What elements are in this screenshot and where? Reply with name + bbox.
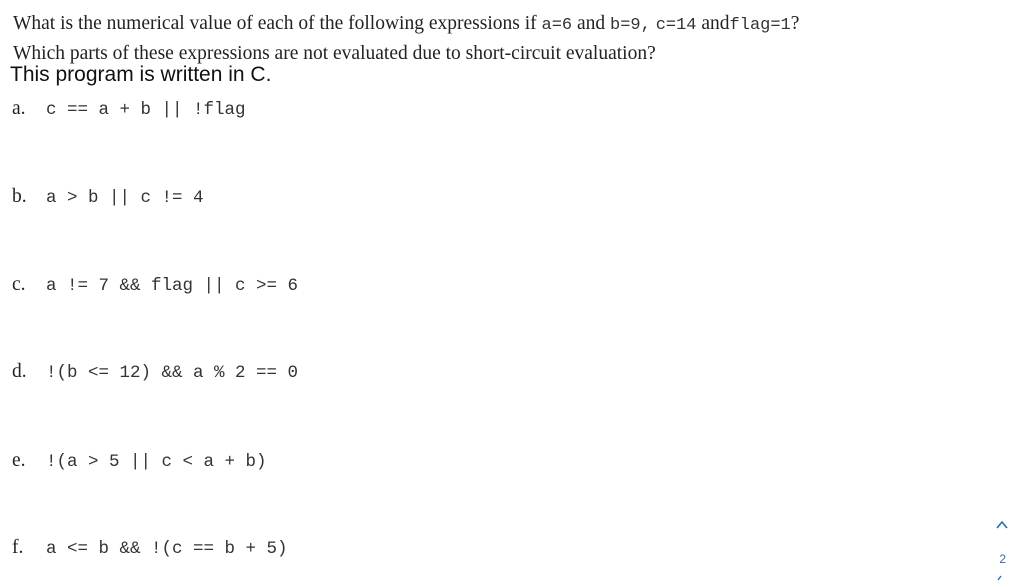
expression-item-b xyxy=(12,186,204,208)
prompt-line1-text: What is the numerical value of each of the following expressions if xyxy=(13,13,537,34)
expression-item-f xyxy=(12,537,288,559)
question-mark: ? xyxy=(790,13,800,34)
and-word-1: and xyxy=(576,13,606,34)
expression-item-e xyxy=(12,450,267,472)
chevron-up-icon[interactable] xyxy=(994,517,1010,533)
item-expression: a != 7 && flag || c >= 6 xyxy=(46,276,299,296)
b-assignment: b=9, xyxy=(610,16,651,35)
page-number: 2 xyxy=(999,552,1006,566)
item-letter: e. xyxy=(12,450,26,471)
expression-item-d xyxy=(12,361,298,383)
item-expression: !(a > 5 || c < a + b) xyxy=(46,452,267,472)
item-expression: a > b || c != 4 xyxy=(46,188,204,208)
expression-item-c xyxy=(12,274,298,296)
item-expression: c == a + b || !flag xyxy=(46,100,246,120)
prompt-line-1 xyxy=(13,10,799,40)
question-prompt xyxy=(13,10,799,68)
chevron-down-icon[interactable] xyxy=(996,569,1006,579)
prompt-line-2: Which parts of these expressions are not evaluated due to short-circuit evaluation? xyxy=(13,43,656,64)
item-expression: a <= b && !(c == b + 5) xyxy=(46,539,288,559)
item-letter: d. xyxy=(12,361,27,382)
item-expression: !(b <= 12) && a % 2 == 0 xyxy=(46,363,299,383)
a-assignment: a=6 xyxy=(541,16,573,35)
item-letter: c. xyxy=(12,274,26,295)
flag-assignment: flag=1 xyxy=(729,16,791,35)
language-note: This program is written in C. xyxy=(10,63,272,86)
item-letter: f. xyxy=(12,537,24,558)
c-assignment: c=14 xyxy=(655,16,697,35)
expression-item-a xyxy=(12,98,246,120)
item-letter: b. xyxy=(12,186,27,207)
and-word-2: and xyxy=(701,13,730,34)
item-letter: a. xyxy=(12,98,26,119)
